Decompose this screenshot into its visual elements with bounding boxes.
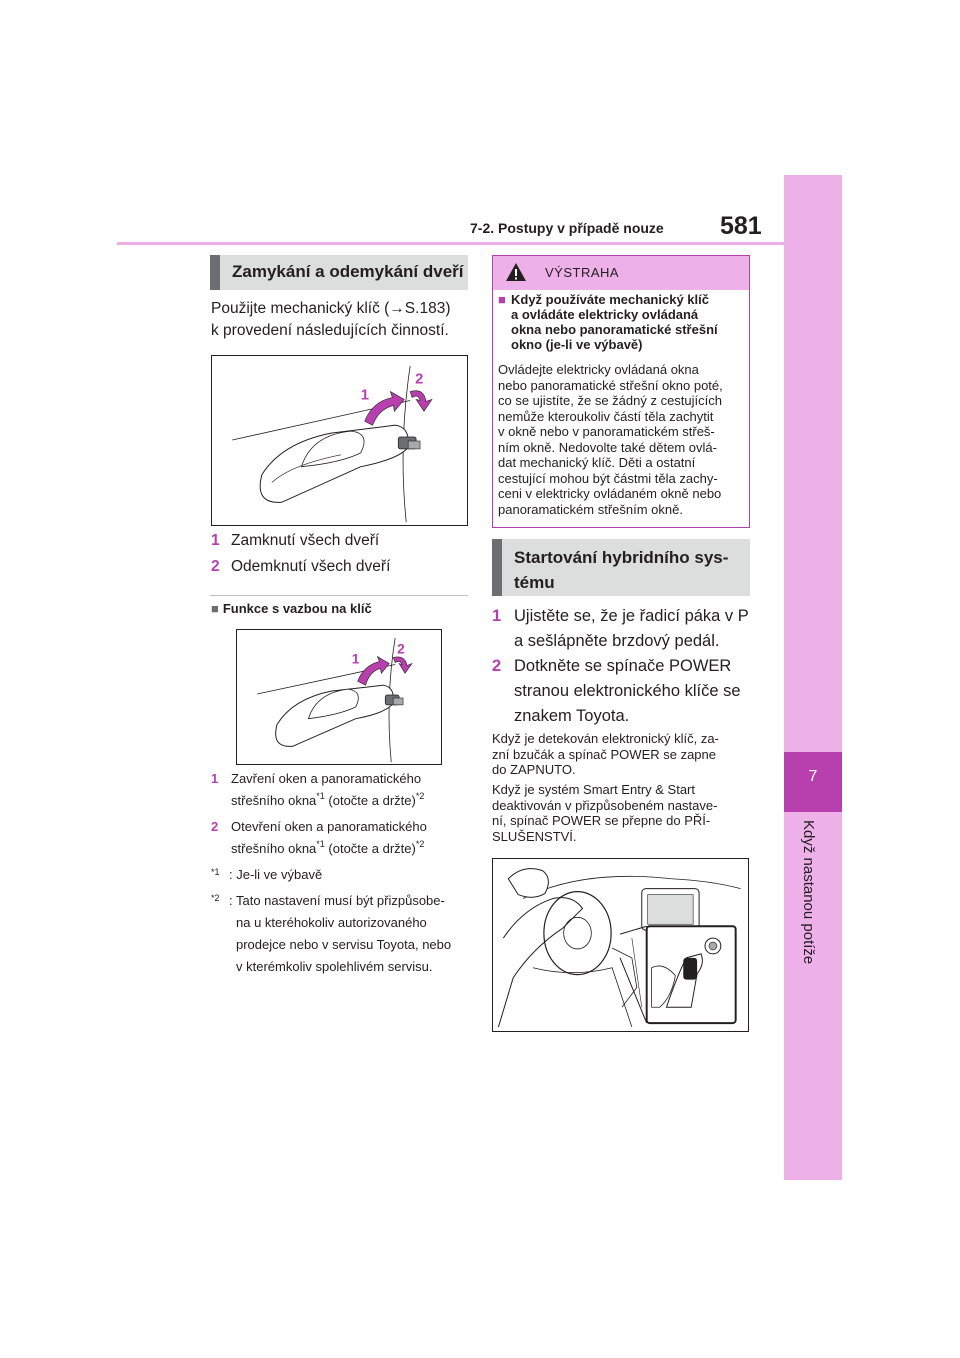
- step-line: stranou elektronického klíče se: [514, 682, 741, 700]
- key-step-2: [211, 816, 471, 860]
- paragraph-line: zní bzučák a spínač POWER se zapne: [492, 746, 716, 762]
- door-handle-drawing: [212, 356, 467, 525]
- step-line-part: střešního okna: [231, 841, 317, 856]
- square-bullet-icon: ■: [498, 292, 506, 307]
- warning-line: dat mechanický klíč. Děti a ostatní: [498, 455, 696, 470]
- lock-step-2: [211, 556, 390, 578]
- footnote-line: prodejce nebo v servisu Toyota, nebo: [236, 937, 452, 952]
- paragraph-line: Když je detekován elektronický klíč, za-: [492, 731, 719, 746]
- step-line: Ujistěte se, že je řadicí páka v P: [514, 607, 749, 625]
- footnote-line: na u kteréhokoliv autorizovaného: [236, 915, 427, 930]
- step-line: [231, 838, 461, 860]
- step-line-part: (otočte a držte): [324, 841, 416, 856]
- square-bullet-icon: ■: [211, 601, 219, 616]
- step-line-part: střešního okna: [231, 793, 317, 808]
- step-number: 1: [492, 607, 502, 625]
- warning-line: cestující mohou být částmi těla zachy-: [498, 470, 718, 486]
- warning-subheading-line: okna nebo panoramatické střešní: [511, 322, 718, 337]
- step-line: znakem Toyota.: [514, 707, 630, 725]
- paragraph-line: Když je systém Smart Entry & Start: [492, 782, 695, 797]
- lock-step-1: [211, 530, 379, 552]
- intro-line-2: k provedení následujících činností.: [211, 322, 449, 339]
- section-heading-locking: Zamykání a odemykání dveří: [210, 255, 468, 290]
- footnote-line: Je-li ve výbavě: [236, 867, 323, 882]
- footnote-line: v kterémkoliv spolehlivém servisu.: [236, 959, 433, 974]
- driver-cabin-drawing: [493, 859, 748, 1031]
- step-number: 1: [211, 771, 219, 786]
- chapter-number: 7: [808, 768, 818, 785]
- paragraph-line: SLUŠENSTVÍ.: [492, 828, 577, 844]
- paragraph-line: do ZAPNUTO.: [492, 762, 576, 777]
- footnote-1: *1 : Je-li ve výbavě: [211, 864, 471, 886]
- warning-line: nemůže kteroukoliv částí těla zachytit: [498, 408, 714, 424]
- warning-subheading-line: okno (je-li ve výbavě): [511, 337, 643, 352]
- footnote-ref: *1: [316, 839, 325, 849]
- warning-subheading-line: Když používáte mechanický klíč: [511, 292, 709, 307]
- driver-power-switch-illustration: [492, 858, 749, 1032]
- warning-line: Ovládejte elektricky ovládaná okna: [498, 362, 699, 377]
- step-text: [514, 654, 752, 729]
- step-line: Dotkněte se spínače POWER: [514, 657, 732, 675]
- footnote-text: : Je-li ve výbavě: [229, 867, 323, 882]
- step-text: [231, 768, 461, 812]
- figure2-label-1: 1: [351, 651, 360, 667]
- step-text: Odemknutí všech dveří: [231, 558, 391, 575]
- paragraph-line: ní, spínač POWER se přepne do PŘÍ-: [492, 813, 711, 828]
- section-heading-line: tému: [514, 573, 555, 592]
- step-number: 1: [211, 532, 220, 549]
- step-line: Otevření oken a panoramatického: [231, 819, 427, 834]
- warning-subheading-text: [511, 292, 743, 352]
- header-section-title: 7-2. Postupy v případě nouze: [470, 220, 664, 236]
- warning-line: panoramatickém střešním okně.: [498, 501, 683, 517]
- step-text: [514, 604, 752, 654]
- smart-entry-paragraph: [492, 782, 750, 844]
- warning-line: nebo panoramatické střešní okno poté,: [498, 377, 723, 393]
- warning-line: v okně nebo v panoramatickém střeš-: [498, 424, 715, 439]
- step-line: Zavření oken a panoramatického: [231, 771, 422, 786]
- door-handle-illustration: [211, 355, 468, 526]
- step-line: a sešlápněte brzdový pedál.: [514, 632, 720, 650]
- warning-triangle-icon: [505, 262, 527, 282]
- start-step-1: [492, 604, 752, 656]
- paragraph-line: deaktivován v přizpůsobeném nastave-: [492, 797, 718, 813]
- key-step-1: [211, 768, 471, 812]
- subheading-text: Funkce s vazbou na klíč: [222, 601, 372, 616]
- warning-subheading-line: a ovládáte elektricky ovládaná: [511, 307, 699, 322]
- key-linked-drawing: [237, 630, 441, 764]
- subheading-key-linked: [211, 601, 372, 616]
- intro-text: [211, 298, 471, 342]
- divider: [210, 595, 468, 596]
- step-number: 2: [492, 657, 502, 675]
- footnote-ref: *2: [415, 839, 425, 849]
- step-line: [231, 790, 461, 812]
- figure1-label-2: 2: [415, 371, 424, 388]
- footnote-ref: *1: [316, 791, 325, 801]
- step-text: [231, 816, 461, 860]
- key-linked-illustration: [236, 629, 442, 765]
- section-heading-line: Startování hybridního sys-: [514, 548, 729, 567]
- footnote-text: [229, 890, 479, 978]
- step-number: 2: [211, 558, 220, 575]
- footnote-line: : Tato nastavení musí být přizpůsobe-: [229, 893, 445, 908]
- warning-body: [498, 362, 746, 517]
- section-heading-starting: [492, 539, 750, 596]
- warning-label: VÝSTRAHA: [545, 265, 620, 280]
- intro-line-1: Použijte mechanický klíč (→S.183): [211, 300, 451, 317]
- header-rule: [117, 242, 784, 245]
- footnote-ref: *2: [415, 791, 425, 801]
- detection-paragraph: [492, 731, 750, 778]
- step-number: 2: [211, 819, 219, 834]
- page-number: 581: [720, 212, 762, 240]
- figure1-label-1: 1: [360, 387, 369, 404]
- warning-line: ceni v elektricky ovládaném okně nebo: [498, 486, 722, 501]
- warning-line: co se ujistíte, že se žádný z cestujících: [498, 393, 722, 408]
- figure2-label-2: 2: [397, 641, 405, 657]
- chapter-title: Když nastanou potíže: [800, 820, 817, 965]
- footnote-2: *2 : Tato nastavení musí být přizpůsobe- na u kteréhokoliv autorizovaného prodejce nebo v servisu Toyota, nebo v kterémkoliv spolehlivém servisu.: [211, 890, 471, 978]
- warning-line: ním okně. Nedovolte také dětem ovlá-: [498, 439, 717, 455]
- start-step-2: [492, 654, 752, 730]
- warning-box: [492, 255, 750, 528]
- step-text: Zamknutí všech dveří: [231, 532, 380, 549]
- warning-header: [493, 256, 749, 290]
- footnote-line-text: Tato nastavení musí být přizpůsobe-: [236, 893, 445, 908]
- step-line-part: (otočte a držte): [324, 793, 416, 808]
